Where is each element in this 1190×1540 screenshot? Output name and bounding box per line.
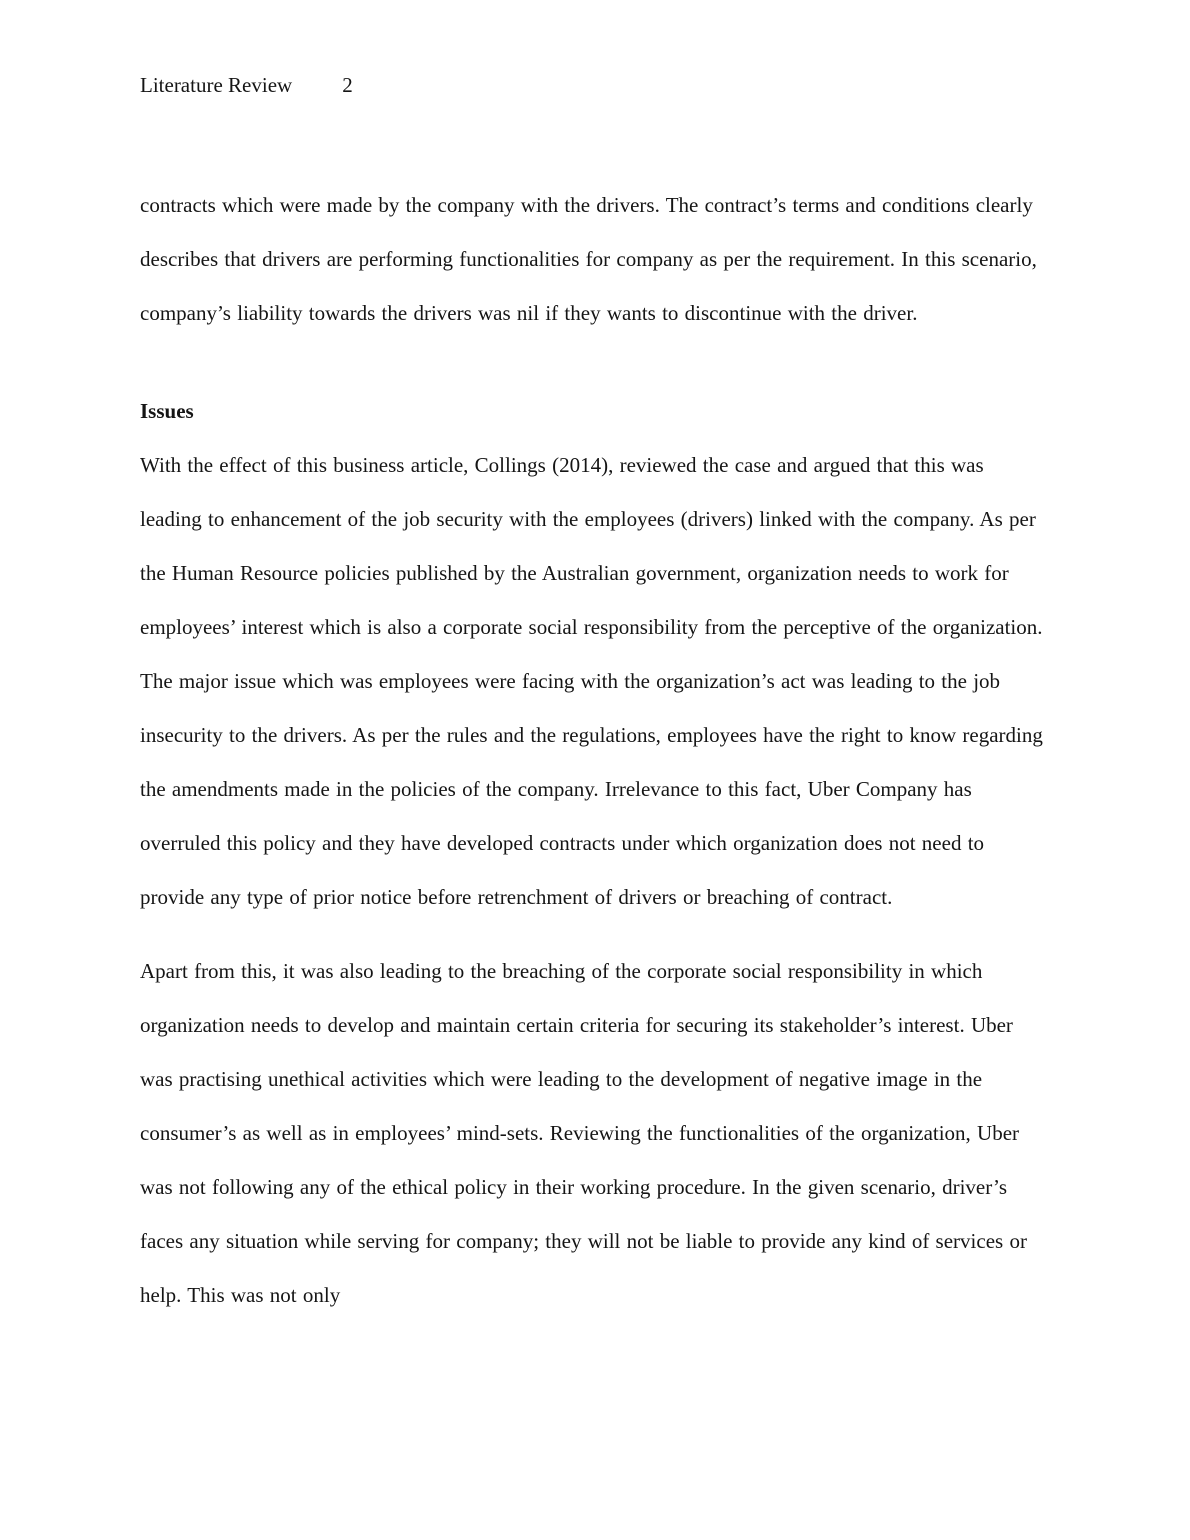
page-header [140, 72, 1050, 98]
paragraph-issues-1: With the effect of this business article, Collings (2014), reviewed the case and argued that this was leading to enhancement of the job security with the employees (drivers) linked with the company. As per the Human Resource policies published by the Australian government, organization needs to work for employees’ interest which is also a corporate social responsibility from the perceptive of the organization. The major issue which was employees were facing with the organization’s act was leading to the job insecurity to the drivers. As per the rules and the regulations, employees have the right to know regarding the amendments made in the policies of the company. Irrelevance to this fact, Uber Company has overruled this policy and they have developed contracts under which organization does not need to provide any type of prior notice before retrenchment of drivers or breaching of contract. [140, 453, 1043, 909]
document-body [140, 178, 1050, 1322]
section-heading-issues: Issues [140, 399, 194, 423]
running-head-title: Literature Review [140, 73, 293, 97]
paragraph-contracts: contracts which were made by the company with the drivers. The contract’s terms and conditions clearly describes that drivers are performing functionalities for company as per the requirement. In this scenario, company’s liability towards the drivers was nil if they wants to discontinue with the driver. [140, 193, 1037, 325]
page-number: 2 [342, 73, 353, 97]
paragraph-issues-2: Apart from this, it was also leading to the breaching of the corporate social responsibility in which organization needs to develop and maintain certain criteria for securing its stakeholder’s interest. Uber was practising unethical activities which were leading to the development of negative image in the consumer’s as well as in employees’ mind-sets. Reviewing the functionalities of the organization, Uber was not following any of the ethical policy in their working procedure. In the given scenario, driver’s faces any situation while serving for company; they will not be liable to provide any kind of services or help. This was not only [140, 959, 1027, 1307]
